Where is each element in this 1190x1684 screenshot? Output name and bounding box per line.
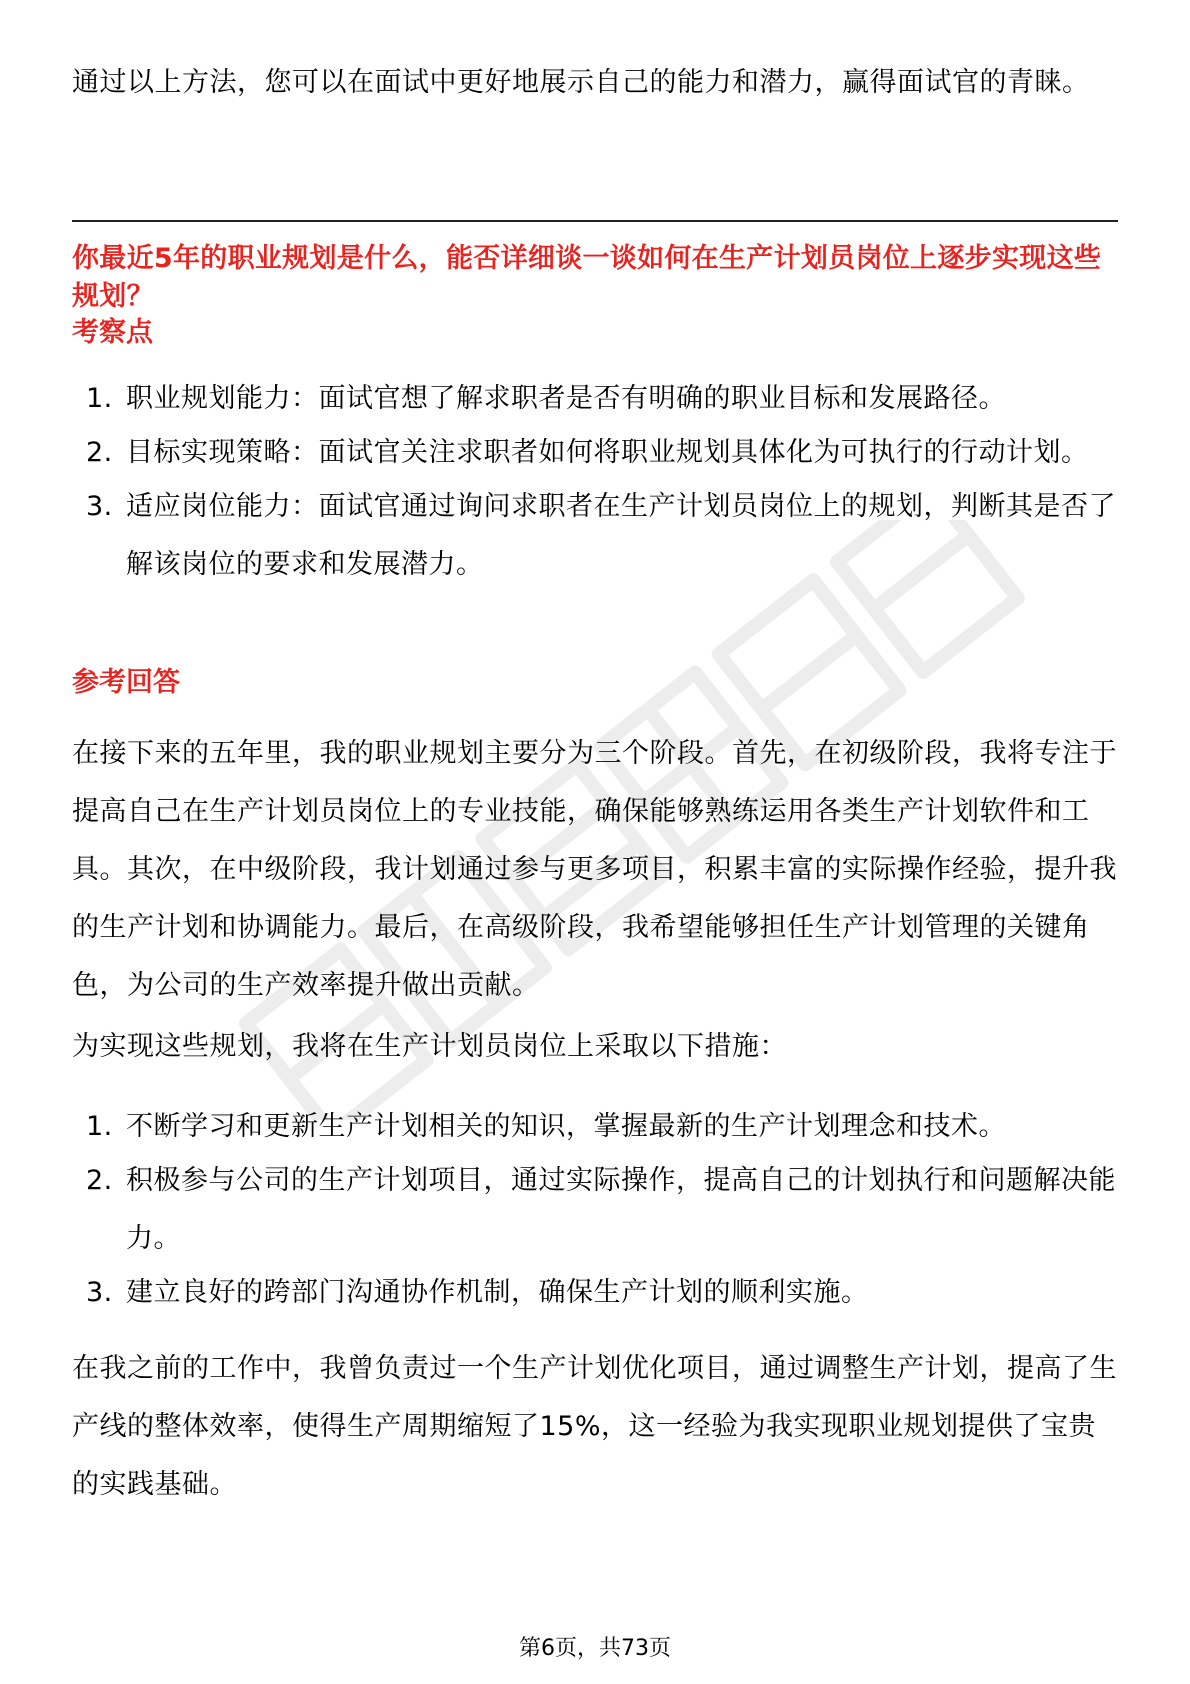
list-item-text: 目标实现策略：面试官关注求职者如何将职业规划具体化为可执行的行动计划。 [126,437,1089,468]
list-item [72,424,1118,482]
answer-heading: 参考回答 [72,667,180,698]
list-number: 1. [86,383,113,414]
list-item-text: 职业规划能力：面试官想了解求职者是否有明确的职业目标和发展路径。 [126,383,1006,414]
answer-paragraph-2: 为实现这些规划，我将在生产计划员岗位上采取以下措施： [72,1031,787,1062]
section-divider [72,220,1118,222]
list-item-text: 不断学习和更新生产计划相关的知识，掌握最新的生产计划理念和技术。 [126,1111,1006,1142]
list-item [72,1152,1118,1268]
measures-list [72,1098,1118,1322]
list-item [72,478,1118,594]
assessment-heading: 考察点 [72,317,153,348]
list-item [72,370,1118,428]
intro-paragraph: 通过以上方法，您可以在面试中更好地展示自己的能力和潜力，赢得面试官的青睐。 [72,67,1090,98]
list-number: 3. [86,1277,113,1308]
assessment-list [72,370,1118,594]
document-page [72,0,1118,1684]
list-number: 2. [86,1165,113,1196]
list-number: 2. [86,437,113,468]
list-item [72,1264,1118,1322]
list-number: 3. [86,491,113,522]
answer-paragraph-1: 在接下来的五年里，我的职业规划主要分为三个阶段。首先，在初级阶段，我将专注于提高自己在生产计划员岗位上的专业技能，确保能够熟练运用各类生产计划软件和工具。其次，在中级阶段，我计划通过参与更多项目，积累丰富的实际操作经验，提升我的生产计划和协调能力。最后，在高级阶段，我希望能够担任生产计划管理的关键角色，为公司的生产效率提升做出贡献。 [72,738,1117,1001]
question-heading: 你最近5年的职业规划是什么，能否详细谈一谈如何在生产计划员岗位上逐步实现这些规划？ [72,243,1102,312]
list-item [72,1098,1118,1156]
list-item-text: 建立良好的跨部门沟通协作机制，确保生产计划的顺利实施。 [126,1277,869,1308]
list-item-text: 积极参与公司的生产计划项目，通过实际操作，提高自己的计划执行和问题解决能力。 [126,1165,1116,1254]
answer-paragraph-3: 在我之前的工作中，我曾负责过一个生产计划优化项目，通过调整生产计划，提高了生产线的整体效率，使得生产周期缩短了15%，这一经验为我实现职业规划提供了宝贵的实践基础。 [72,1353,1117,1500]
page-footer: 第6页，共73页 [519,1636,671,1661]
list-number: 1. [86,1111,113,1142]
list-item-text: 适应岗位能力：面试官通过询问求职者在生产计划员岗位上的规划，判断其是否了解该岗位的要求和发展潜力。 [126,491,1116,580]
